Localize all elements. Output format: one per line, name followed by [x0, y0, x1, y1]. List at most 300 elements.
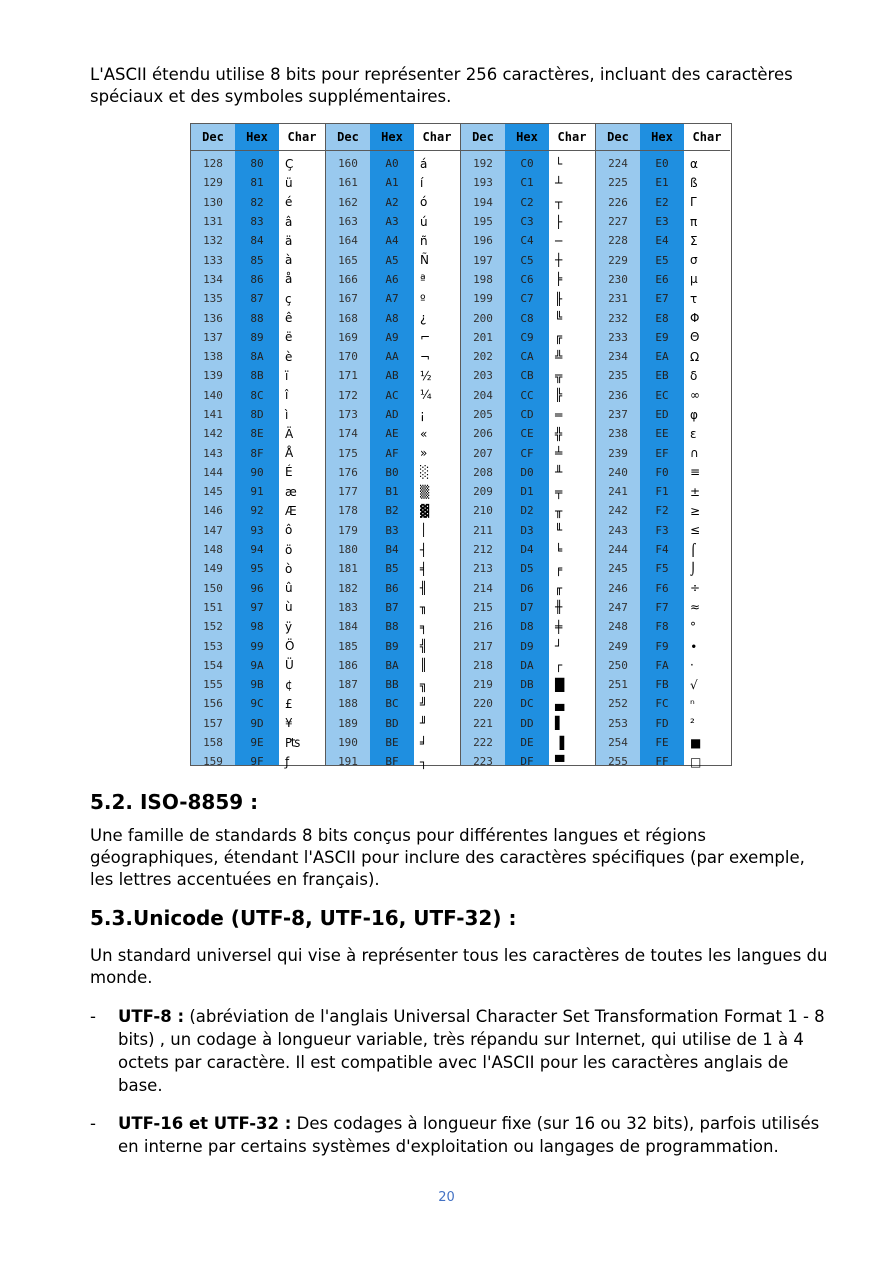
dec-cell: 183	[338, 600, 358, 614]
table-row	[596, 250, 730, 269]
char-cell: ö	[285, 542, 293, 557]
table-row	[326, 752, 460, 771]
hex-cell: F2	[655, 504, 669, 518]
table-row	[596, 733, 730, 752]
table-row	[461, 443, 595, 462]
char-cell: ─	[555, 233, 563, 248]
char-cell: ä	[285, 233, 293, 248]
hex-cell: DF	[520, 755, 534, 769]
hex-cell: DE	[520, 736, 534, 750]
char-cell: ▒	[420, 484, 430, 499]
bullet-dash: -	[90, 1114, 96, 1133]
char-cell: Γ	[690, 195, 697, 210]
bullet-dash: -	[90, 1007, 96, 1026]
char-cell: ▄	[555, 696, 565, 711]
dec-cell: 142	[203, 427, 223, 441]
table-header-cell: Char	[414, 124, 460, 150]
table-row	[596, 579, 730, 598]
hex-cell: CF	[520, 446, 534, 460]
char-cell: Ç	[285, 156, 294, 171]
hex-cell: F6	[655, 581, 669, 595]
char-cell: í	[420, 175, 424, 190]
dec-cell: 146	[203, 504, 223, 518]
char-cell: ╙	[555, 523, 563, 538]
table-row	[596, 366, 730, 385]
char-cell: └	[555, 156, 563, 171]
hex-cell: A6	[385, 272, 399, 286]
table-header-cell: Dec	[326, 124, 370, 150]
hex-cell: 88	[250, 311, 264, 325]
char-cell: «	[420, 426, 428, 441]
char-cell: ±	[690, 484, 701, 499]
table-row	[461, 212, 595, 231]
hex-cell: CB	[520, 369, 534, 383]
table-row	[461, 173, 595, 192]
dec-cell: 186	[338, 658, 358, 672]
hex-cell: B8	[385, 620, 399, 634]
table-row	[461, 270, 595, 289]
char-cell: ù	[285, 600, 293, 615]
dec-cell: 159	[203, 755, 223, 769]
hex-cell: 99	[250, 639, 264, 653]
table-row	[191, 231, 325, 250]
dec-cell: 178	[338, 504, 358, 518]
dec-cell: 198	[473, 272, 493, 286]
table-row	[191, 386, 325, 405]
char-cell: å	[285, 272, 293, 287]
char-cell: ╜	[420, 716, 428, 731]
char-cell: ⌠	[690, 542, 697, 557]
char-cell: τ	[690, 291, 698, 306]
table-row	[596, 289, 730, 308]
dec-cell: 160	[338, 157, 358, 171]
hex-cell: F9	[655, 639, 669, 653]
dec-cell: 246	[608, 581, 628, 595]
char-cell: ╗	[420, 677, 428, 692]
hex-cell: 89	[250, 330, 264, 344]
dec-cell: 144	[203, 465, 223, 479]
table-row	[596, 328, 730, 347]
table-row	[191, 193, 325, 212]
char-cell: ½	[420, 368, 432, 383]
table-row	[326, 405, 460, 424]
table-row	[461, 521, 595, 540]
dec-cell: 132	[203, 234, 223, 248]
hex-cell: B3	[385, 523, 399, 537]
table-row	[461, 501, 595, 520]
hex-cell: BC	[385, 697, 399, 711]
dec-cell: 232	[608, 311, 628, 325]
dec-cell: 141	[203, 408, 223, 421]
hex-cell: E0	[655, 157, 669, 171]
dec-cell: 196	[473, 234, 493, 248]
table-row	[461, 308, 595, 327]
table-header-row	[596, 124, 730, 151]
char-cell: î	[285, 388, 289, 403]
hex-cell: 9D	[250, 716, 264, 730]
hex-cell: D7	[520, 600, 534, 614]
hex-cell: B9	[385, 639, 399, 653]
table-row	[326, 424, 460, 443]
char-cell: ╣	[420, 639, 428, 654]
table-row	[461, 540, 595, 559]
table-row	[326, 482, 460, 501]
hex-cell: AB	[385, 369, 399, 383]
table-row	[191, 250, 325, 269]
char-cell: ╝	[420, 696, 428, 711]
char-cell: ╤	[555, 484, 563, 499]
char-cell: ⁿ	[690, 696, 695, 711]
hex-cell: E9	[655, 330, 669, 344]
section-5-2-paragraph: Une famille de standards 8 bits conçus pour différentes langues et régions géographiques, étendant l'ASCII pour inclure des caractères spécifiques (par exemple, les lettres accentuées en français).	[90, 826, 805, 889]
char-cell: ç	[285, 291, 292, 306]
table-row	[461, 579, 595, 598]
table-row	[461, 193, 595, 212]
table-row	[596, 694, 730, 713]
dec-cell: 229	[608, 253, 628, 267]
hex-cell: 80	[250, 157, 264, 171]
dec-cell: 136	[203, 311, 223, 325]
hex-cell: 8C	[250, 388, 264, 402]
dec-cell: 139	[203, 369, 223, 383]
table-row	[326, 173, 460, 192]
char-cell: ┐	[420, 754, 428, 769]
hex-cell: E1	[655, 176, 669, 190]
dec-cell: 155	[203, 678, 223, 692]
table-header-row	[326, 124, 460, 151]
char-cell: µ	[690, 272, 698, 287]
dec-cell: 179	[338, 523, 358, 537]
hex-cell: C1	[520, 176, 534, 190]
hex-cell: AC	[385, 388, 399, 402]
char-cell: ├	[555, 214, 563, 229]
table-header-cell: Char	[549, 124, 595, 150]
hex-cell: EF	[655, 446, 669, 460]
table-row	[326, 154, 460, 173]
char-cell: ₧	[285, 735, 301, 750]
dec-cell: 241	[608, 485, 628, 499]
section-5-2-heading: 5.2. ISO-8859 :	[90, 790, 259, 814]
dec-cell: 225	[608, 176, 628, 190]
char-cell: ╧	[555, 446, 563, 461]
dec-cell: 173	[338, 408, 358, 421]
char-cell: ■	[690, 735, 702, 750]
table-group	[596, 124, 730, 769]
table-row	[326, 212, 460, 231]
hex-cell: B4	[385, 543, 399, 557]
table-row	[596, 308, 730, 327]
table-row	[461, 424, 595, 443]
dec-cell: 185	[338, 639, 358, 653]
table-row	[461, 250, 595, 269]
hex-cell: CE	[520, 427, 534, 441]
char-cell: æ	[285, 484, 297, 499]
table-row	[191, 482, 325, 501]
hex-cell: F8	[655, 620, 669, 634]
dec-cell: 240	[608, 465, 628, 479]
table-row	[191, 636, 325, 655]
table-row	[461, 656, 595, 675]
dec-cell: 131	[203, 215, 223, 229]
dec-cell: 184	[338, 620, 358, 634]
bullet-text: (abréviation de l'anglais Universal Character Set Transformation Format 1 - 8 bits) , un codage à longueur variable, très répandu sur Internet, qui utilise de 1 à 4 octets par caractère. Il est compatible avec l'ASCII pour les caractères anglais de base.	[118, 1007, 825, 1095]
hex-cell: 8F	[250, 446, 264, 460]
table-row	[596, 154, 730, 173]
char-cell: à	[285, 253, 293, 268]
char-cell: °	[690, 619, 696, 634]
table-row	[191, 463, 325, 482]
hex-cell: 8B	[250, 369, 264, 383]
dec-cell: 218	[473, 658, 493, 672]
hex-cell: 8E	[250, 427, 264, 441]
hex-cell: C7	[520, 292, 534, 306]
table-row	[326, 656, 460, 675]
dec-cell: 245	[608, 562, 628, 576]
table-row	[326, 328, 460, 347]
dec-cell: 224	[608, 157, 628, 171]
table-row	[596, 559, 730, 578]
char-cell: ╢	[420, 581, 428, 596]
char-cell: Ö	[285, 639, 295, 654]
char-cell: │	[420, 523, 428, 538]
dec-cell: 157	[203, 716, 223, 730]
hex-cell: EB	[655, 369, 669, 383]
char-cell: ÷	[690, 581, 701, 596]
table-row	[596, 636, 730, 655]
hex-cell: FC	[655, 697, 669, 711]
char-cell: ∞	[690, 388, 700, 403]
hex-cell: 92	[250, 504, 264, 518]
char-cell: ≈	[690, 600, 701, 615]
hex-cell: DA	[520, 658, 534, 672]
char-cell: ¬	[420, 349, 431, 364]
table-row	[596, 405, 730, 424]
table-row	[326, 231, 460, 250]
hex-cell: B5	[385, 562, 399, 576]
hex-cell: D9	[520, 639, 534, 653]
table-row	[326, 675, 460, 694]
dec-cell: 133	[203, 253, 223, 267]
char-cell: ▀	[555, 754, 565, 769]
dec-cell: 154	[203, 658, 223, 672]
dec-cell: 171	[338, 369, 358, 383]
table-row	[326, 270, 460, 289]
char-cell: ╫	[555, 600, 563, 615]
table-row	[596, 270, 730, 289]
table-row	[191, 617, 325, 636]
hex-cell: FA	[655, 658, 669, 672]
char-cell: ï	[285, 368, 289, 383]
char-cell: â	[285, 214, 293, 229]
table-row	[596, 675, 730, 694]
table-row	[191, 501, 325, 520]
hex-cell: FE	[655, 736, 669, 750]
hex-cell: D2	[520, 504, 534, 518]
dec-cell: 175	[338, 446, 358, 460]
char-cell: ▐	[555, 735, 565, 750]
table-row	[596, 617, 730, 636]
dec-cell: 249	[608, 639, 628, 653]
hex-cell: B2	[385, 504, 399, 518]
hex-cell: 97	[250, 600, 264, 614]
hex-cell: DB	[520, 678, 534, 692]
dec-cell: 172	[338, 388, 358, 402]
dec-cell: 220	[473, 697, 493, 711]
char-cell: σ	[690, 253, 698, 268]
dec-cell: 128	[203, 157, 223, 171]
hex-cell: BA	[385, 658, 399, 672]
dec-cell: 170	[338, 350, 358, 364]
char-cell: Σ	[690, 233, 698, 248]
hex-cell: A9	[385, 330, 399, 344]
dec-cell: 138	[203, 350, 223, 364]
table-row	[596, 482, 730, 501]
table-row	[596, 212, 730, 231]
table-row	[326, 386, 460, 405]
dec-cell: 212	[473, 543, 493, 557]
table-row	[191, 675, 325, 694]
hex-cell: 8A	[250, 350, 264, 364]
char-cell: ╘	[555, 542, 563, 557]
dec-cell: 211	[473, 523, 493, 537]
table-row	[326, 289, 460, 308]
table-row	[191, 694, 325, 713]
dec-cell: 147	[203, 523, 223, 537]
hex-cell: BD	[385, 716, 399, 730]
table-row	[461, 482, 595, 501]
hex-cell: 8D	[250, 408, 264, 421]
dec-cell: 202	[473, 350, 493, 364]
table-row	[191, 366, 325, 385]
table-row	[326, 636, 460, 655]
hex-cell: AA	[385, 350, 399, 364]
table-row	[461, 154, 595, 173]
char-cell: ┘	[555, 639, 563, 654]
table-header-row	[461, 124, 595, 151]
hex-cell: EC	[655, 388, 669, 402]
char-cell: ¼	[420, 388, 432, 403]
table-row	[596, 424, 730, 443]
hex-cell: FD	[655, 716, 669, 730]
dec-cell: 255	[608, 755, 628, 769]
dec-cell: 195	[473, 215, 493, 229]
hex-cell: D4	[520, 543, 534, 557]
table-row	[191, 540, 325, 559]
char-cell: ∩	[690, 446, 699, 461]
hex-cell: 9A	[250, 658, 264, 672]
table-group	[326, 124, 461, 769]
hex-cell: 95	[250, 562, 264, 576]
char-cell: ╚	[555, 311, 563, 326]
table-header-row	[191, 124, 325, 151]
dec-cell: 236	[608, 388, 628, 402]
hex-cell: F5	[655, 562, 669, 576]
char-cell: ╠	[555, 388, 563, 403]
dec-cell: 208	[473, 465, 493, 479]
hex-cell: DD	[520, 716, 534, 730]
table-row	[326, 308, 460, 327]
intro-paragraph: L'ASCII étendu utilise 8 bits pour représenter 256 caractères, incluant des caractères spéciaux et des symboles supplémentaires.	[90, 65, 793, 106]
char-cell: ┼	[555, 253, 563, 268]
char-cell: ╟	[555, 291, 563, 306]
hex-cell: 86	[250, 272, 264, 286]
dec-cell: 135	[203, 292, 223, 306]
table-row	[326, 463, 460, 482]
char-cell: ┬	[555, 195, 563, 210]
char-cell: ²	[690, 716, 695, 731]
dec-cell: 176	[338, 465, 358, 479]
dec-cell: 167	[338, 292, 358, 306]
char-cell: √	[690, 677, 698, 692]
table-row	[191, 173, 325, 192]
char-cell: á	[420, 156, 428, 171]
dec-cell: 156	[203, 697, 223, 711]
hex-cell: CC	[520, 388, 534, 402]
table-row	[326, 501, 460, 520]
dec-cell: 213	[473, 562, 493, 576]
char-cell: ╕	[420, 619, 428, 634]
hex-cell: 93	[250, 523, 264, 537]
dec-cell: 134	[203, 272, 223, 286]
char-cell: ñ	[420, 233, 428, 248]
table-row	[326, 617, 460, 636]
dec-cell: 197	[473, 253, 493, 267]
table-row	[461, 675, 595, 694]
char-cell: ▌	[555, 716, 565, 731]
dec-cell: 129	[203, 176, 223, 190]
dec-cell: 226	[608, 195, 628, 209]
table-row	[191, 598, 325, 617]
table-row	[326, 598, 460, 617]
dec-cell: 215	[473, 600, 493, 614]
table-row	[461, 598, 595, 617]
char-cell: ▓	[420, 503, 430, 518]
dec-cell: 205	[473, 408, 493, 421]
hex-cell: C6	[520, 272, 534, 286]
dec-cell: 180	[338, 543, 358, 557]
dec-cell: 143	[203, 446, 223, 460]
char-cell: ░	[420, 465, 430, 480]
char-cell: ╒	[555, 561, 563, 576]
hex-cell: C4	[520, 234, 534, 248]
table-row	[191, 559, 325, 578]
char-cell: ü	[285, 175, 293, 190]
dec-cell: 148	[203, 543, 223, 557]
char-cell: ÿ	[285, 619, 293, 634]
extended-ascii-table	[190, 123, 732, 769]
char-cell: è	[285, 349, 293, 364]
char-cell: ε	[690, 426, 697, 441]
table-row	[461, 559, 595, 578]
table-row	[461, 328, 595, 347]
char-cell: Θ	[690, 330, 700, 345]
dec-cell: 230	[608, 272, 628, 286]
dec-cell: 169	[338, 330, 358, 344]
hex-cell: B1	[385, 485, 399, 499]
table-row	[326, 559, 460, 578]
table-row	[191, 328, 325, 347]
table-row	[461, 231, 595, 250]
table-row	[191, 521, 325, 540]
char-cell: ·	[690, 658, 694, 673]
table-row	[326, 540, 460, 559]
hex-cell: 90	[250, 465, 264, 479]
hex-cell: ED	[655, 408, 669, 421]
dec-cell: 153	[203, 639, 223, 653]
hex-cell: 82	[250, 195, 264, 209]
table-row	[461, 463, 595, 482]
page-number: 20	[438, 1190, 455, 1205]
